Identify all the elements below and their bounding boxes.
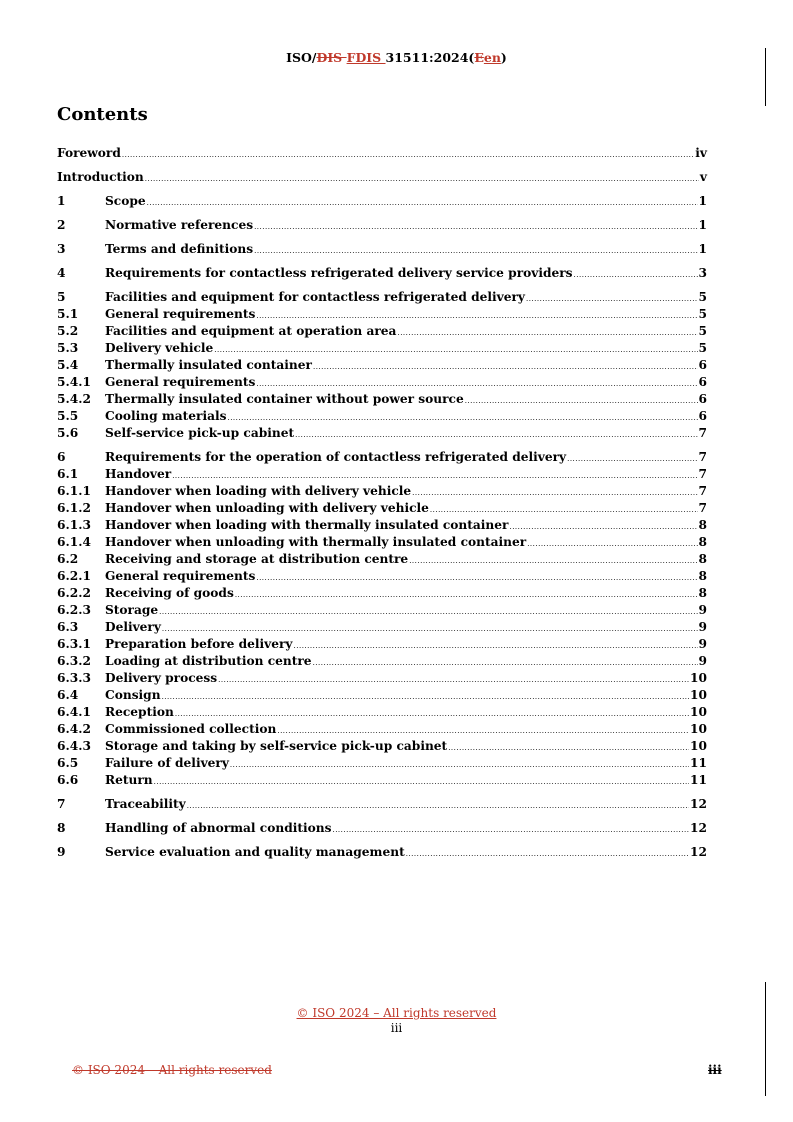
toc-entry-page[interactable]: 8 — [698, 552, 707, 566]
footer-copyright: © ISO 2024 – All rights reserved — [296, 1006, 497, 1020]
toc-dot-leader — [313, 655, 698, 672]
toc-dot-leader — [527, 536, 697, 553]
toc-entry-number: 6.4.2 — [57, 722, 91, 736]
toc-entry-page[interactable]: 12 — [690, 845, 707, 859]
toc-entry-title[interactable]: Delivery — [105, 620, 161, 634]
toc-entry-number: 6.5 — [57, 756, 79, 770]
toc-entry-page[interactable]: 9 — [698, 637, 707, 651]
toc-entry-number: 6.4.1 — [57, 705, 91, 719]
toc-dot-leader — [526, 291, 698, 308]
toc-entry-number: 6.4 — [57, 688, 79, 702]
toc-entry[interactable] — [57, 602, 707, 619]
toc-entry-page[interactable]: 12 — [690, 797, 707, 811]
toc-entry-page[interactable]: 5 — [698, 307, 707, 321]
toc-entry-title[interactable]: Commissioned collection — [105, 722, 277, 736]
toc-dot-leader — [509, 519, 697, 536]
toc-entry-title[interactable]: Traceability — [105, 797, 186, 811]
toc-dot-leader — [159, 604, 697, 621]
toc-entry-page[interactable]: 7 — [698, 467, 707, 481]
toc-dot-leader — [412, 485, 697, 502]
toc-dot-leader — [122, 147, 694, 164]
toc-entry-page[interactable]: 7 — [698, 484, 707, 498]
toc-entry-title[interactable]: Terms and definitions — [105, 242, 254, 256]
toc-entry[interactable] — [57, 408, 707, 425]
toc-entry-page[interactable]: 5 — [698, 290, 707, 304]
toc-entry-page[interactable]: 5 — [698, 324, 707, 338]
toc-entry-page[interactable]: 9 — [698, 620, 707, 634]
toc-entry-number: 6.3.1 — [57, 637, 91, 651]
toc-entry-title[interactable]: Delivery vehicle — [105, 341, 214, 355]
toc-entry-title[interactable]: Handover when unloading with thermally insulated container — [105, 535, 527, 549]
toc-dot-leader — [230, 757, 689, 774]
toc-entry[interactable] — [57, 636, 707, 653]
toc-dot-leader — [218, 672, 689, 689]
toc-entry-page[interactable]: 6 — [698, 358, 707, 372]
toc-entry-number: 1 — [57, 194, 66, 208]
toc-entry-number: 3 — [57, 242, 66, 256]
toc-entry-page[interactable]: 1 — [698, 194, 707, 208]
toc-group — [57, 217, 707, 234]
toc-entry-page[interactable]: 10 — [690, 671, 707, 685]
toc-entry-title[interactable]: Consign — [105, 688, 161, 702]
toc-entry[interactable] — [57, 687, 707, 704]
toc-dot-leader — [567, 451, 697, 468]
toc-dot-leader — [406, 846, 689, 863]
toc-dot-leader — [448, 740, 689, 757]
toc-entry[interactable] — [57, 306, 707, 323]
toc-entry-number: 6.1.4 — [57, 535, 91, 549]
toc-dot-leader — [235, 587, 698, 604]
toc-entry-title[interactable]: General requirements — [105, 307, 256, 321]
toc-entry-number: 6.3.2 — [57, 654, 91, 668]
toc-entry-page[interactable]: 7 — [698, 501, 707, 515]
toc-entry[interactable] — [57, 517, 707, 534]
toc-entry-number: 5.1 — [57, 307, 79, 321]
toc-entry-number: 6.6 — [57, 773, 79, 787]
toc-entry[interactable] — [57, 265, 707, 282]
toc-entry-page[interactable]: 11 — [690, 773, 707, 787]
toc-entry-number: 6.3.3 — [57, 671, 91, 685]
toc-entry[interactable] — [57, 844, 707, 861]
toc-entry[interactable] — [57, 425, 707, 442]
header-prefix: ISO/ — [286, 50, 317, 65]
toc-entry-page[interactable]: 9 — [698, 654, 707, 668]
toc-entry-page[interactable]: 8 — [698, 569, 707, 583]
toc-entry-title[interactable]: Requirements for the operation of contactless refrigerated delivery — [105, 450, 567, 464]
toc-entry-title[interactable]: Thermally insulated container without power source — [105, 392, 464, 406]
toc-entry-page[interactable]: 9 — [698, 603, 707, 617]
toc-dot-leader — [254, 243, 697, 260]
footer-deleted-page-number: iii — [708, 1063, 722, 1077]
toc-entry-page[interactable]: 8 — [698, 586, 707, 600]
toc-group — [57, 289, 707, 442]
toc-entry-number: 6.4.3 — [57, 739, 91, 753]
toc-dot-leader — [409, 553, 697, 570]
toc-entry-title[interactable]: Receiving and storage at distribution centre — [105, 552, 409, 566]
toc-entry-title[interactable]: Requirements for contactless refrigerated delivery service providers — [105, 266, 573, 280]
toc-entry-page[interactable]: 12 — [690, 821, 707, 835]
toc-group — [57, 169, 707, 186]
toc-dot-leader — [227, 410, 697, 427]
toc-entry-title[interactable]: Thermally insulated container — [105, 358, 312, 372]
toc-dot-leader — [147, 195, 698, 212]
toc-entry-title[interactable]: Handling of abnormal conditions — [105, 821, 332, 835]
toc-group — [57, 449, 707, 789]
table-of-contents — [57, 145, 707, 868]
toc-entry-page[interactable]: 6 — [698, 375, 707, 389]
toc-group — [57, 193, 707, 210]
toc-entry-title[interactable]: Facilities and equipment for contactless refrigerated delivery — [105, 290, 525, 304]
toc-entry[interactable] — [57, 721, 707, 738]
document-header — [0, 50, 793, 65]
toc-entry[interactable] — [57, 772, 707, 789]
toc-entry[interactable] — [57, 796, 707, 813]
toc-entry-title[interactable]: Foreword — [57, 146, 121, 160]
header-deleted-stage: DIS — [316, 50, 347, 65]
toc-entry-page[interactable]: 8 — [698, 535, 707, 549]
toc-entry-title[interactable]: Receiving of goods — [105, 586, 234, 600]
footer-deleted-copyright: © ISO 2024 – All rights reserved — [72, 1063, 272, 1077]
toc-entry-title[interactable]: Storage — [105, 603, 159, 617]
toc-entry-page[interactable]: 11 — [690, 756, 707, 770]
toc-entry[interactable] — [57, 738, 707, 755]
toc-entry[interactable] — [57, 374, 707, 391]
toc-entry-title[interactable]: Handover when unloading with delivery vehicle — [105, 501, 429, 515]
toc-group — [57, 820, 707, 837]
toc-entry-number: 6.1.3 — [57, 518, 91, 532]
toc-entry-number: 6 — [57, 450, 66, 464]
toc-entry-number: 5.3 — [57, 341, 79, 355]
toc-dot-leader — [294, 638, 698, 655]
toc-entry-page[interactable]: 1 — [698, 218, 707, 232]
toc-entry-page[interactable]: iv — [695, 146, 707, 160]
toc-entry-title[interactable]: General requirements — [105, 569, 256, 583]
toc-entry-title[interactable]: Return — [105, 773, 153, 787]
toc-entry-page[interactable]: 6 — [698, 392, 707, 406]
header-inserted-lang: en — [483, 50, 501, 65]
toc-entry-page[interactable]: 10 — [690, 705, 707, 719]
toc-dot-leader — [162, 689, 689, 706]
toc-entry[interactable] — [57, 357, 707, 374]
toc-entry-number: 6.2.1 — [57, 569, 91, 583]
toc-entry-number: 7 — [57, 797, 66, 811]
toc-entry-title[interactable]: Facilities and equipment at operation area — [105, 324, 397, 338]
toc-entry[interactable] — [57, 193, 707, 210]
toc-entry-number: 6.2.3 — [57, 603, 91, 617]
toc-entry-number: 5.5 — [57, 409, 79, 423]
header-inserted-stage: FDIS — [346, 50, 386, 65]
toc-entry[interactable] — [57, 289, 707, 306]
toc-dot-leader — [397, 325, 697, 342]
toc-dot-leader — [187, 798, 689, 815]
header-suffix: ) — [500, 50, 507, 65]
toc-entry-page[interactable]: 10 — [690, 722, 707, 736]
toc-entry-title[interactable]: Handover when loading with delivery vehicle — [105, 484, 412, 498]
toc-entry-title[interactable]: Scope — [105, 194, 146, 208]
toc-entry-page[interactable]: 8 — [698, 518, 707, 532]
toc-entry-number: 6.2.2 — [57, 586, 91, 600]
toc-entry[interactable] — [57, 169, 707, 186]
header-number: 31511:2024( — [385, 50, 475, 65]
toc-entry[interactable] — [57, 820, 707, 837]
toc-entry-page[interactable]: v — [699, 170, 707, 184]
toc-dot-leader — [295, 427, 697, 444]
toc-entry-number: 5.4.1 — [57, 375, 91, 389]
toc-entry-page[interactable]: 10 — [690, 739, 707, 753]
header-deleted-lang: E — [474, 50, 484, 65]
toc-entry-title[interactable]: Delivery process — [105, 671, 218, 685]
toc-entry[interactable] — [57, 323, 707, 340]
toc-dot-leader — [313, 359, 698, 376]
toc-entry[interactable] — [57, 568, 707, 585]
toc-entry-title[interactable]: Self-service pick-up cabinet — [105, 426, 295, 440]
toc-group — [57, 844, 707, 861]
toc-entry-number: 8 — [57, 821, 66, 835]
toc-dot-leader — [154, 774, 689, 791]
toc-group — [57, 796, 707, 813]
toc-entry[interactable] — [57, 449, 707, 466]
page-title: Contents — [57, 104, 148, 125]
toc-entry-page[interactable]: 5 — [698, 341, 707, 355]
toc-entry[interactable] — [57, 755, 707, 772]
toc-entry-number: 6.1 — [57, 467, 79, 481]
toc-entry-page[interactable]: 7 — [698, 450, 707, 464]
toc-entry-title[interactable]: Introduction — [57, 170, 144, 184]
toc-entry[interactable] — [57, 391, 707, 408]
toc-entry[interactable] — [57, 500, 707, 517]
toc-entry[interactable] — [57, 670, 707, 687]
toc-entry-page[interactable]: 10 — [690, 688, 707, 702]
toc-entry-number: 2 — [57, 218, 66, 232]
toc-dot-leader — [254, 219, 697, 236]
toc-entry-title[interactable]: General requirements — [105, 375, 256, 389]
toc-group — [57, 265, 707, 282]
toc-entry[interactable] — [57, 551, 707, 568]
toc-entry-number: 6.2 — [57, 552, 79, 566]
toc-entry[interactable] — [57, 466, 707, 483]
toc-entry-title[interactable]: Service evaluation and quality management — [105, 845, 405, 859]
toc-entry-page[interactable]: 7 — [698, 426, 707, 440]
toc-entry[interactable] — [57, 704, 707, 721]
toc-entry-page[interactable]: 1 — [698, 242, 707, 256]
toc-entry-title[interactable]: Reception — [105, 705, 174, 719]
toc-dot-leader — [465, 393, 698, 410]
toc-entry-title[interactable]: Normative references — [105, 218, 254, 232]
toc-entry-number: 6.1.1 — [57, 484, 91, 498]
toc-group — [57, 241, 707, 258]
toc-entry-number: 4 — [57, 266, 66, 280]
toc-entry-title[interactable]: Handover when loading with thermally insulated container — [105, 518, 509, 532]
toc-entry-title[interactable]: Cooling materials — [105, 409, 227, 423]
toc-dot-leader — [145, 171, 699, 188]
toc-dot-leader — [332, 822, 689, 839]
toc-entry[interactable] — [57, 653, 707, 670]
toc-entry[interactable] — [57, 585, 707, 602]
toc-group — [57, 145, 707, 162]
toc-entry-number: 6.1.2 — [57, 501, 91, 515]
footer-center — [0, 1006, 793, 1035]
toc-entry-number: 5.6 — [57, 426, 79, 440]
toc-dot-leader — [574, 267, 698, 284]
toc-entry-title[interactable]: Handover — [105, 467, 172, 481]
toc-entry-title[interactable]: Preparation before delivery — [105, 637, 293, 651]
toc-entry-number: 5 — [57, 290, 66, 304]
toc-entry-number: 6.3 — [57, 620, 79, 634]
toc-entry-number: 9 — [57, 845, 66, 859]
toc-entry[interactable] — [57, 145, 707, 162]
change-bar-bottom — [765, 982, 766, 1096]
toc-entry-page[interactable]: 3 — [698, 266, 707, 280]
toc-entry-number: 5.2 — [57, 324, 79, 338]
toc-entry[interactable] — [57, 619, 707, 636]
footer-page-number: iii — [390, 1021, 403, 1035]
toc-entry-page[interactable]: 6 — [698, 409, 707, 423]
toc-entry[interactable] — [57, 241, 707, 258]
toc-entry-title[interactable]: Loading at distribution centre — [105, 654, 312, 668]
toc-entry-title[interactable]: Failure of delivery — [105, 756, 229, 770]
toc-entry[interactable] — [57, 340, 707, 357]
toc-entry-number: 5.4 — [57, 358, 79, 372]
toc-entry[interactable] — [57, 217, 707, 234]
toc-entry-title[interactable]: Storage and taking by self-service pick-up cabinet — [105, 739, 448, 753]
toc-entry[interactable] — [57, 483, 707, 500]
toc-entry[interactable] — [57, 534, 707, 551]
toc-entry-number: 5.4.2 — [57, 392, 91, 406]
toc-dot-leader — [256, 570, 697, 587]
